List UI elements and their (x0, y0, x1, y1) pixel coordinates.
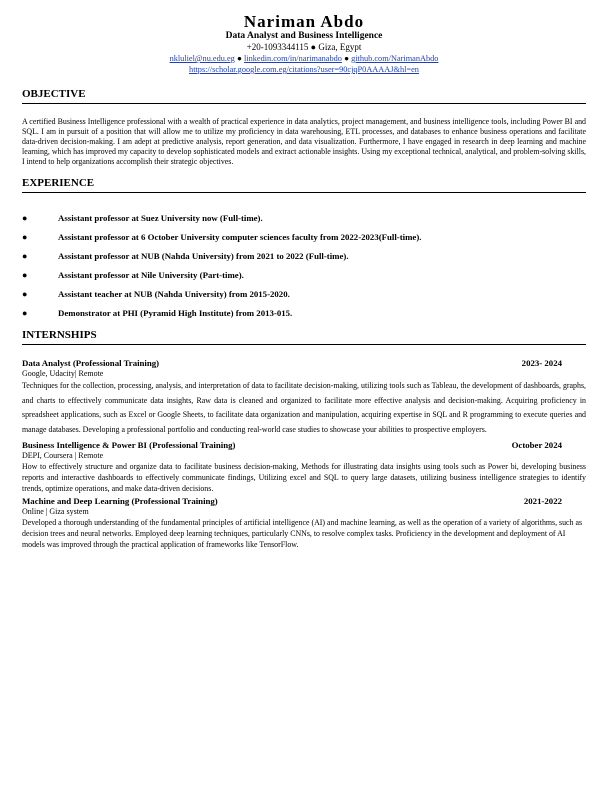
internships-heading: INTERNSHIPS (22, 329, 586, 345)
contact-line: +20-1093344115 ● Giza, Egypt (246, 42, 362, 52)
internship-header (22, 495, 586, 507)
internship-org: DEPI, Coursera | Remote (22, 451, 104, 460)
internship-org: Online | Giza system (22, 507, 89, 516)
experience-heading: EXPERIENCE (22, 177, 586, 193)
bullet-icon: ● (22, 232, 28, 242)
separator-dot: ● (344, 54, 350, 63)
internship-entry (22, 495, 586, 550)
candidate-title: Data Analyst and Business Intelligence (225, 31, 383, 41)
email-link[interactable]: nkluliel@nu.edu.eg (169, 54, 235, 63)
experience-item: ● Assistant professor at Nile University (Part-time). (22, 266, 586, 285)
linkedin-link[interactable]: linkedin.com/in/narimanabdo (243, 54, 342, 63)
links-line (22, 53, 586, 64)
scholar-line (22, 64, 586, 75)
separator-dot: ● (236, 54, 242, 63)
experience-item: ● Demonstrator at PHI (Pyramid High Institute) from 2013-015. (22, 304, 586, 323)
experience-list (22, 209, 586, 323)
bullet-icon: ● (22, 308, 28, 318)
internship-description: How to effectively structure and organize data to facilitate business decision-making, Methods for illustrating data insights using tools such as Power bi, developing business reports and interactive dashboards to effectively communicate findings, Utilizing excel and SQL to query large datasets, utilizing business intelligence strategies to identify trends, optimize operations, and make data-driven decisions. (22, 462, 586, 493)
internship-title: Business Intelligence & Power BI (Professional Training) (22, 440, 236, 450)
internship-date: October 2024 (511, 440, 562, 450)
experience-item: ● Assistant professor at NUB (Nahda University) from 2021 to 2022 (Full-time). (22, 247, 586, 266)
internship-description: Techniques for the collection, processing, analysis, and interpretation of data to facilitate decision-making, utilizing tools such as Tableau, the development of dashboards, graphs, and charts to effectively communicate data insights, Raw data is cleaned and organized to facilitate more effective analysis and decision-making. Acquiring proficiency in spreadsheet applications, such as Excel or Google Sheets, to facilitate data organization and manipulation, acquiring expertise in SQL and R programming to execute queries and manage databases. Developing a professional portfolio and conducting real-world case studies to showcase your abilities to prospective employers. (22, 381, 586, 434)
candidate-name: Nariman Abdo (243, 12, 365, 31)
resume-page (22, 12, 586, 550)
bullet-icon: ● (22, 251, 28, 261)
objective-text: A certified Business Intelligence professional with a wealth of practical experience in data analytics, project management, and business intelligence tools, including Power BI and SQL. I am in pursuit of a position that will allow me to utilize my proficiency in data warehousing, ETL processes, and databases to enhance business operations and facilitate data-driven decision-making. I am adept at predictive analysis, report generation, and data visualization. Furthermore, I have engaged in research in deep learning and machine learning, which has improved my capacity to develop sophisticated models and extract actionable insights. Using my exceptional technical, analytical, and problem-solving skills, I intend to help organizations accomplish their strategic objectives. (22, 117, 586, 166)
bullet-icon: ● (22, 213, 28, 223)
internship-header (22, 357, 586, 369)
objective-heading: OBJECTIVE (22, 88, 586, 104)
internship-description: Developed a thorough understanding of the fundamental principles of artificial intelligence (AI) and machine learning, as well as the operation of a variety of algorithms, such as decision trees and neural networks. Employed deep learning techniques, particularly CNNs, to resolve complex tasks. Proficiency in the development and deployment of AI models was improved through the practical application of frameworks like TensorFlow. (22, 518, 583, 549)
github-link[interactable]: github.com/NarimanAbdo (351, 54, 439, 63)
experience-item: ● Assistant professor at 6 October University computer sciences faculty from 2022-2023(Full-time). (22, 228, 586, 247)
internship-header (22, 439, 586, 451)
internship-entry (22, 439, 586, 494)
internship-org: Google, Udacity| Remote (22, 369, 104, 378)
scholar-link[interactable]: https://scholar.google.com.eg/citations?user=90cjqP0AAAAJ&hl=en (189, 65, 419, 74)
internship-title: Data Analyst (Professional Training) (22, 358, 160, 368)
experience-item: ● Assistant teacher at NUB (Nahda University) from 2015-2020. (22, 285, 586, 304)
internship-date: 2021-2022 (523, 496, 562, 506)
bullet-icon: ● (22, 289, 28, 299)
internship-title: Machine and Deep Learning (Professional Training) (22, 496, 218, 506)
experience-item: ● Assistant professor at Suez University now (Full-time). (22, 209, 586, 228)
bullet-icon: ● (22, 270, 28, 280)
internship-date: 2023- 2024 (521, 358, 562, 368)
internship-entry (22, 357, 586, 437)
